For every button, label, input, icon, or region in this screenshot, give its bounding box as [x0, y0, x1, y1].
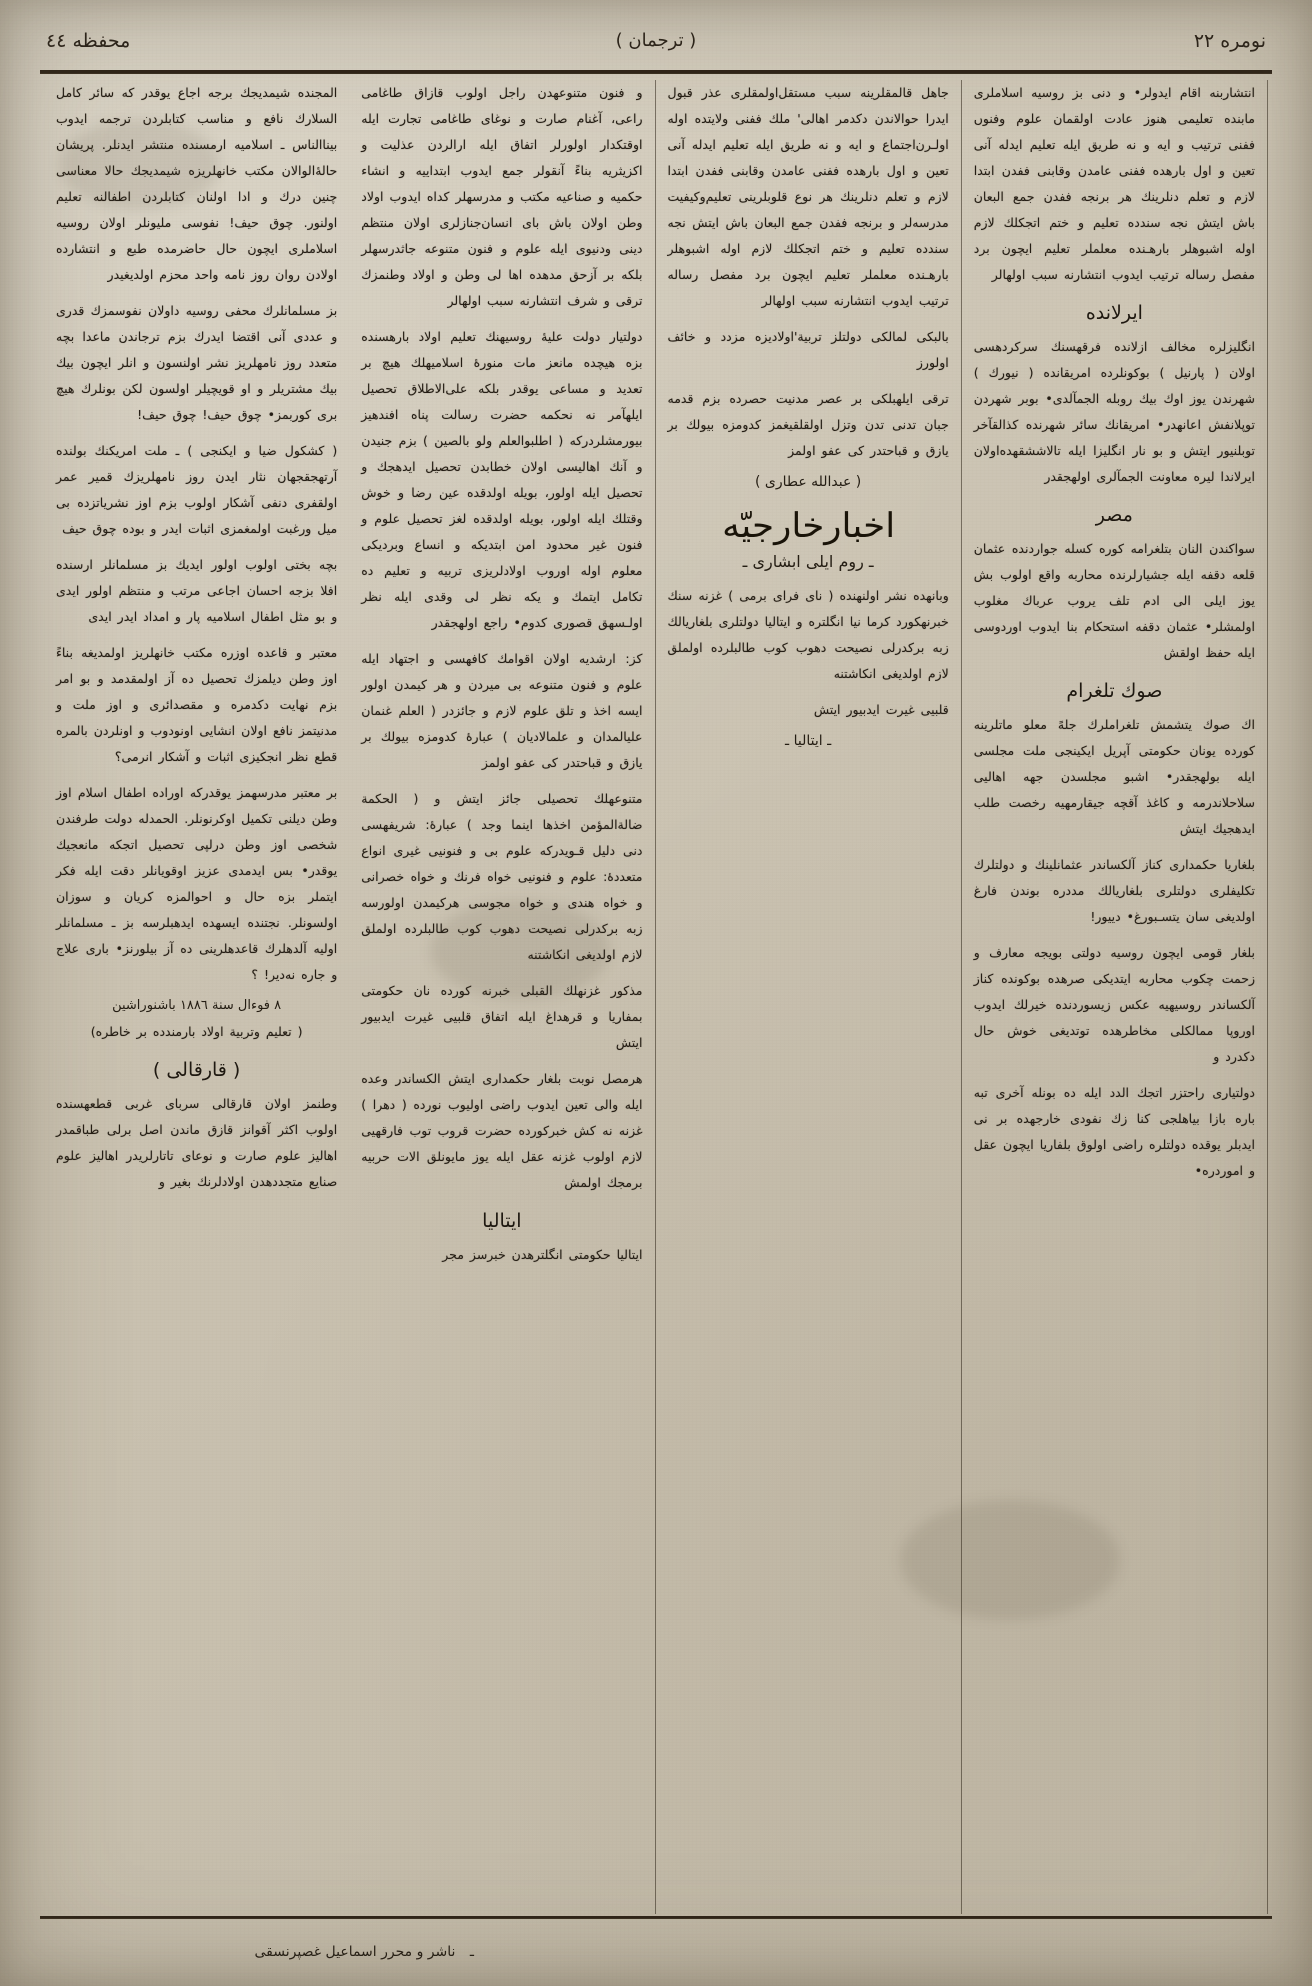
article-columns [44, 80, 1268, 1914]
section-heading: ( قارقالی ) [152, 1059, 241, 1081]
paragraph: ایتالیا حكومتی انگلترهدن خبرسز مجر [442, 1247, 643, 1262]
paragraph: وطنمز اولان قارقالی سربای غربی قطعهسنده اولوب اكثر آقوانز قازق ماندن اصل برلی طباقمدر اهالیز علوم صارت و نوعای تاتارلریدر اهالیز علوم صنایع متجددهدن اولادلرنك بغیر و [56, 1096, 338, 1189]
page-number-left: محفظه ٤٤ [46, 30, 131, 52]
imprint-text: ناشر و محرر اسماعیل غصپرنسقی [254, 1944, 456, 1960]
section-heading: ایرلانده [1085, 302, 1143, 324]
foreign-news-masthead: اخبارخارجیّه [721, 506, 895, 546]
article-subtitle: ( تعلیم وتربیة اولاد بارمندده بر خاطره) [90, 1024, 303, 1039]
paragraph: ( كشكول ضیا و ایكنجی ) ـ ملت امریكنك بولنده آرتهجقجهان نثار ایدن روز نامهلریزك قمیر عمر اولقفری دنفی آشكار اولوب بزم اوز نشریاتزده بی میل ورغبت اولمغمزی اثبات ایدر و بوده چوق حیف [56, 443, 338, 536]
masthead-rule [40, 70, 1272, 74]
column-3 [656, 80, 962, 1914]
section-heading: ـ ایتالیا ـ [785, 733, 832, 749]
paragraph: انتشاربنه اقام ایدولر• و دنی بز روسیه اسلاملری مابنده تعلیمی هنوز عادت اولقمان علوم وفنوں ففنی ترتیب و ایه و نه طریق ایله تعلیم ایدله آنی تعین و اول بارهده ففنی عامدن وقابنی ففدن ابتدا لازم و تعلم دنلرینك هر برنجه ففدن جمع البعان باش ایتش نجه سندده تعلیم و ختم اتجكلك لازم اوله اشبوهلر بارهـنده معلملر تعلیم ایچون برد مفصل رساله ترتیب ایدوب انتشارنه سبب اولهالر [973, 85, 1255, 282]
paragraph: بالبكی لمالكی دولتلز تربیة'اولادیزه مزدد و خائف اولورز [667, 329, 949, 370]
paragraph: جاهل قالمقلرینه سبب مستقل‌اولمقلری عذر قبول ایدرا حوالاندن دكدمر اهالی' ملك ففنی ولایتده اوله اولـرن‌اجتماع و ایه و نه طریق ایله تعلیم ایدله آنی تعین و اول بارهده ففنی عامدن وقابنی ففدن ابتدا لازم و تعلم دنلرینك هر نوع قلوبلرینی تعلیم‌وكیفیت مدرسه‌لر و برنجه ففدن جمع البعان باش ایتش نجه سندده تعلیم و ختم اتجكلك لازم اوله اشبوهلر بارهـنده معلملر تعلیم ایچون برد مفصل رساله ترتیب ایدوب انتشارنه سبب اولهالر [667, 85, 949, 308]
publication-title: ( ترجمان ) [615, 30, 697, 51]
paragraph: دولتیار دولت علیۀ روسیهنك تعلیم اولاد بارهسنده بزه هیچده مانعز مات منورۀ اسلامیهلك هیچ بر تعدید و مساعی یوقدر بلكه علی‌الاطلاق تحصیل ایلهآمر نه نحكمه حضرت رسالت پناه افندهیز بیورمشلردرکه ( اطلبوالعلم ولو بالصین ) بزم جنیدن و آنك اهالیسی اولان خطابدن تحصیل ایدهجك و تحصیل ایله اولور، بویله اولدقده عین رضا و خوش وقتلك ایله اولور، بویله اولدقده لغز تحصیل علوم و فنون غیر محدود امن ابتدیكه و انساع وبردیكی معلوم اوله اوروب اولادلریزی تربیه و تعلیم ده تكامل ایتمك و یكه نظر لی وقدی ایله نظر اولـسهق قصوری كدوم• راجع اولهجقدر [361, 329, 643, 630]
paragraph: بر معتبر مدرسهمز یوقدرکه اوراده اطفال اسلام اوز وطن دیلنی تكمیل اوكرنونلر. الحمدله دولت طرفندن شخصی اوز وطن درلپی تحصیل اتجكه مانعجیك یوقدر• بس ایدمدی عزیز اوقویانلر دقت ایله فكر ایتملر بزه حال و احوالمزه كریان و سوزان اولسونلر. نجتنده ایسهده ایدهبلرسه بز ـ مسلمانلر اولیه آلدهلرك قاعدهلرینی ده آز بیلورنز• باری علاج و جاره نه‌دیر! ؟ [56, 785, 338, 982]
paragraph: بز مسلمانلرك محفی روسیه داولان نفوسمزك قدری و عددی آنی اقتضا ایدرك بزم ترجاندن ماعدا بچه متعدد روز نامهلریز نشر اولنسون و انلر ایچون بیك بیك مشتریلر و او قویچیلر اولسون لكن بونلرك هیچ بری كوربمز• چوق حیف! چوق حیف! [56, 303, 338, 422]
paragraph: اك صوك یتشمش تلغراملرك جلهً معلو ماتلرینه كورده یونان حكومتی آپریل ایكینجی ملت مجلسی ایله بولهجقدر• اشبو مجلسدن جهه اهالیی سلاحلاندرمه و كاغذ آقچه جیقارمهیه رخصت طلب ایدهجیك ایتش [973, 717, 1255, 836]
paragraph: سواكندن النان بتلغرامه كوره كسله جواردنده عثمان قلعه دقفه ایله جشیارلرنده محاربه واقع اولوب بش یوز ایلی الی ادم تلف یروب عرباك مغلوب اولمشلر• عثمان دقفه استحكام بنا ایدوب اوردوسی ایله حفظ اولقش [973, 541, 1255, 660]
imprint [44, 1944, 474, 1960]
footer-rule [40, 1916, 1272, 1919]
paragraph: مذكور غزنهلك القبلی خبرنه كورده نان حكومتی بمفاریا و قرهداغ ایله اتفاق قلبیی غیرت ایدبیور ایتش [361, 983, 643, 1050]
paragraph: بلغاریا حكمداری كناز آلكساندر عثمانلینك و دولتلرك تكلیفلری دولتلری بلغاریالك مددره بوندن فارغ اولدیغی سان یتسـبورغ• دییور! [973, 857, 1255, 924]
paragraph: دولتیاری راحتزر اتجك الدد ایله ده بونله آخری تبه باره بازا بیاهلجی كنا زك نفودی خارجهده بر نی ایدبلر یوقده دولتلره راضی اولوق بلفاریا ایچون عقل و اموردره• [973, 1085, 1255, 1178]
section-heading: صوك تلغرام [1066, 680, 1163, 702]
imprint-mark: ـ [469, 1944, 474, 1960]
section-heading: ایتالیا [482, 1210, 522, 1232]
date-line: ٨ فوءال سنة ١٨٨٦ باشنوراشین [112, 998, 282, 1013]
section-heading: مصر [1095, 504, 1133, 526]
paragraph: بلغار قومی ایچون روسیه دولتی بویجه معارف و زحمت چكوب محاربه ایتدیكی صرهده بوكونده كناز آلكساندر روسیهیه عكس زیسوردنده خیرلك ایدوب اوروپا ممالكلی مخاطرهده توتدیغی خوش حال دكدرد و [973, 945, 1255, 1064]
paragraph: ترقی ایلهبلكی بر عصر مدنیت حصرده بزم قدمه جبان تدنی تدن وتزل اولقلقیغمز كدومزه بیولك بر یازق و قباحتدر كی عفو اولمز [667, 391, 949, 458]
paragraph: المجنده شیمدیجك برجه اجاع یوقدر كه سائر كامل السلارك نافع و مناسب كتابلردن ترجمه ایدوب بیناالناس ـ اسلامیه ارمسنده منتشر ایدنلر. پریشان حالۀالوالان مكتب خانهلریزه شیمدیجك حالا معناسی چنین درك و ادا اولنان كتابلردن اطفالنه تعلیم اولنور. چوق حیف! نفوسی ملیونلر اولان روسیه اسلاملری ایچون حال حاضرمده طبع و انتشارده اولادن روان روز نامه واحد محزم اولدیغیدر [56, 85, 338, 282]
paragraph: معتبر و قاعده اوزره مكتب خانهلریز اولمدیغه بناءً اوز وطن دیلمزك تحصیل ده آز اولمقدمد و بو امر بزم نهایت دكدمره و مقصدائری و اوز ملت و مدنیتمز نافع اولان انشایی اونودوب و اونلردن بالمره قطع نظر انجكیزی اثبات و آشكار انرمی؟ [56, 645, 338, 764]
paragraph: قلبیی غیرت ایدبیور ایتش [813, 702, 949, 717]
paragraph: بچه بختی اولوب اولور ایدیك بز مسلمانلر ارسنده افلا بزجه احسان اجاعی مرتب و منتظم اولور ایدی و بو مثل اطفال اسلامیه پار و امداد ایدر ایدی [56, 557, 338, 624]
column-2 [349, 80, 655, 1914]
column-1 [44, 80, 349, 1914]
section-subheading: ـ روم ایلی ابشاری ـ [742, 552, 874, 571]
column-4 [962, 80, 1268, 1914]
page-number-right: نومره ٢٢ [1193, 30, 1266, 52]
paragraph: و فنون متنوعهدن راجل اولوب قازاق طاغامی راعی، آغنام صارت و نوغای طاغامی تجارت ایله اوقتكدار اولورلر اتفاق ایله ارالردن عذلیت و اكزیثریه بناءً آنقولر جمع ایدوب ابتداییه و انشاء حكمیه و صناعیه مكتب و مدرسهلر كداه ایدوب اولاد وطن اولان باش بای انسان‌جنازلری اولان منتظم دینی ودنیوی ایله علوم و فنون متنوعه جاثدرسهلر بلكه بر آزحق مدهده اها لی وطن و اولاد وطنمزك ترقی و شرف انتشارنه سبب اولهالر [361, 85, 643, 308]
masthead [44, 30, 1268, 70]
paragraph: هرمصل نوبت بلغار حكمداری ایتش الكساندر وعده ایله والی تعین ایدوب راضی اولیوب نورده ( دهرا ) غزنه نه كش خبركورده حضرت قروب توب فارقهیی لازم اولوب غزنه عقل ایله یوز مایونلق الات حربیه برمجك اولمش [361, 1071, 643, 1190]
paragraph: كز: ارشدیه اولان اقوامك كافهسی و اجتهاد ایله علوم و فنون متنوعه بی میردن و هر كیمدن اولور ایسه اخذ و تلق علوم لازم و جائزدر ( العلم غنمان علیالمدان و علمالادیان ) عبارۀ كدومزه بیولك بر یازق و قباحتدر كی عفو اولمز [361, 651, 643, 770]
paragraph: انگلیزلره مخالف ازلانده فرقهسنك سركردهسی اولان ( پارنیل ) بوكونلرده امریقانده ( نیورك ) شهرندن یوز اوك بیك روبله الجمآلدی• بوبر شهردن توپلانفش اعانهدر• امریقانك سائر شهرنده كذالقآخر توبلنیور ایتش و بو نار انگلیزا ایله تالاششقهده‌اولان ایرلاندا لیره معاونت الجمآلری اولهجقدر [973, 339, 1255, 484]
paragraph: متنوعهلك تحصیلی جائز ایتش و ( الحكمة ضالةالمؤمن اخذها اینما وجد ) عبارۀ: شریفهسی دنی دلیل قـویدركه علوم بی و فنونیی غیری انواع متعددۀ: علوم و فنونیی خواه فرنك و خواه خصرانی و خواه هندی و خواه مجوسی هركیمدن اولورسه زبه بركدرلی نصیحت دهوب كوب طالبلرده اولملق لازم اولدیغی انكاشتنه [361, 791, 643, 962]
paragraph: وبانهده نشر اولنهنده ( نای فرای برمی ) غزنه سنك خبرنهكورد كرما نیا انگلتره و ایتالیا دولتلری بلغاریالك زبه بركدرلی نصیحت دهوب كوب طالبلرده اولملق لازم اولدیغی انكاشتنه [667, 588, 949, 681]
author-byline: ( عبدالله عطاری ) [754, 474, 862, 490]
